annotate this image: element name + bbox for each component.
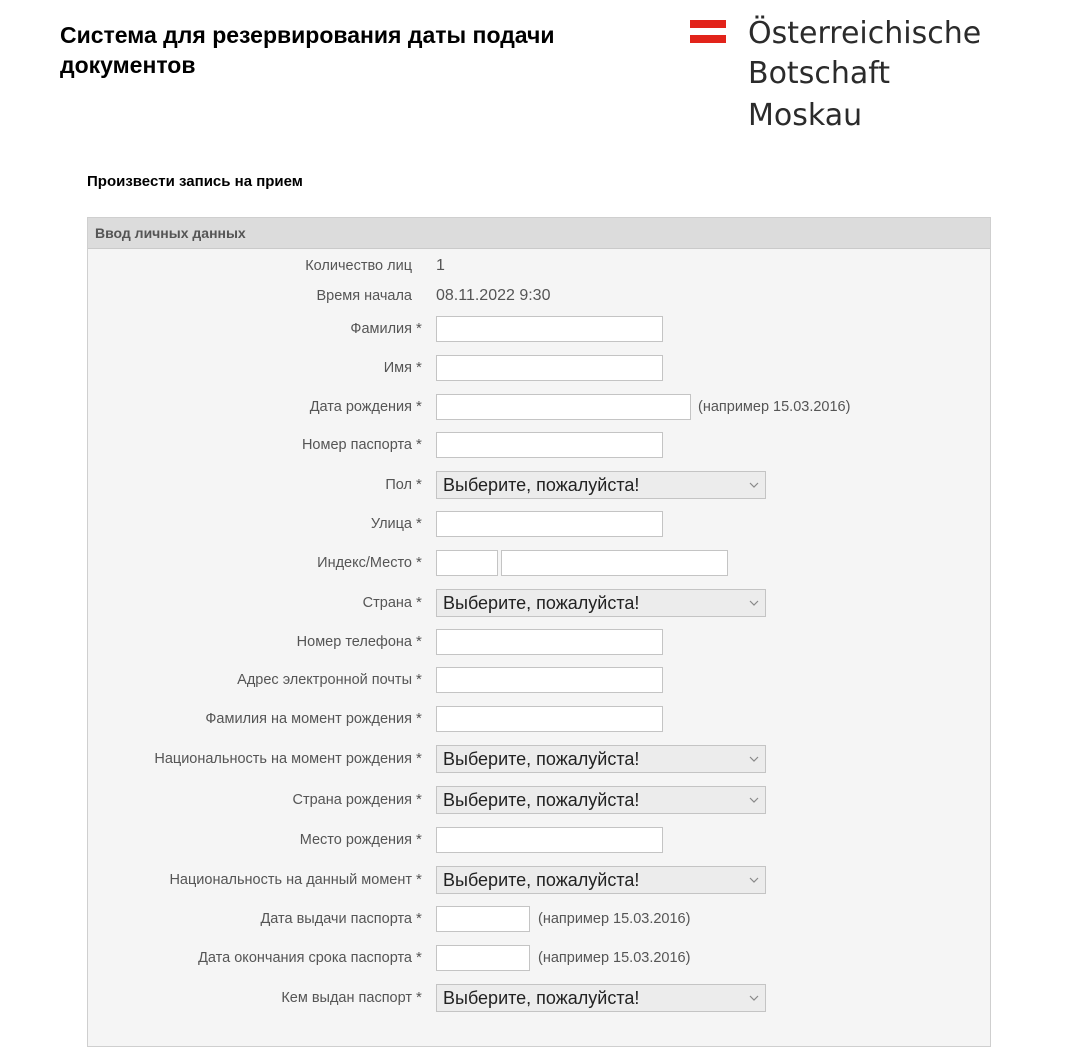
nationality-at-birth-selected-value: Выберите, пожалуйста!	[443, 749, 640, 769]
birth-date-hint: (например 15.03.2016)	[698, 399, 851, 415]
panel-title: Ввод личных данных	[88, 218, 990, 249]
zip-input[interactable]	[436, 550, 498, 576]
row-nationality-at-birth	[88, 744, 992, 774]
label-birth-name: Фамилия на момент рождения	[205, 711, 412, 727]
row-birth-country	[88, 785, 992, 815]
row-country	[88, 588, 992, 618]
label-country: Страна	[362, 595, 412, 611]
row-start-time	[88, 281, 992, 311]
passport-issue-date-hint: (например 15.03.2016)	[538, 911, 691, 927]
required-mark: *	[416, 750, 422, 767]
label-start-time: Время начала	[316, 288, 412, 304]
required-mark: *	[416, 554, 422, 571]
logo-line-3: Moskau	[748, 98, 863, 133]
birth-name-input[interactable]	[436, 706, 663, 732]
passport-expiry-date-hint: (например 15.03.2016)	[538, 950, 691, 966]
first-name-input[interactable]	[436, 355, 663, 381]
required-mark: *	[416, 871, 422, 888]
row-current-nationality	[88, 865, 992, 895]
required-mark: *	[416, 671, 422, 688]
row-phone	[88, 627, 992, 657]
row-birth-date	[88, 392, 992, 422]
row-passport-issue-date	[88, 904, 992, 934]
label-passport-authority: Кем выдан паспорт	[281, 990, 412, 1006]
gender-select[interactable]	[436, 471, 766, 499]
required-mark: *	[416, 594, 422, 611]
passport-issue-date-input[interactable]	[436, 906, 530, 932]
row-birth-place	[88, 825, 992, 855]
label-nationality-at-birth: Национальность на момент рождения	[154, 751, 412, 767]
last-name-input[interactable]	[436, 316, 663, 342]
label-passport-number: Номер паспорта	[301, 437, 412, 453]
row-passport-expiry-date	[88, 943, 992, 973]
birth-date-input[interactable]	[436, 394, 691, 420]
required-mark: *	[416, 633, 422, 650]
section-title: Произвести запись на прием	[87, 173, 303, 190]
row-last-name	[88, 314, 992, 344]
row-first-name	[88, 353, 992, 383]
passport-authority-select[interactable]	[436, 984, 766, 1012]
passport-authority-selected-value: Выберите, пожалуйста!	[443, 988, 640, 1008]
row-passport-number	[88, 430, 992, 460]
row-zip-city	[88, 548, 992, 578]
row-email	[88, 665, 992, 695]
personal-data-panel	[87, 217, 991, 1047]
required-mark: *	[416, 989, 422, 1006]
label-phone: Номер телефона	[296, 634, 412, 650]
chevron-down-icon	[749, 875, 759, 885]
chevron-down-icon	[749, 993, 759, 1003]
required-mark: *	[416, 710, 422, 727]
label-passport-expiry-date: Дата окончания срока паспорта	[198, 950, 412, 966]
required-mark: *	[416, 359, 422, 376]
email-input[interactable]	[436, 667, 663, 693]
label-birth-country: Страна рождения	[292, 792, 412, 808]
gender-selected-value: Выберите, пожалуйста!	[443, 475, 640, 495]
required-mark: *	[416, 320, 422, 337]
label-current-nationality: Национальность на данный момент	[169, 872, 412, 888]
required-mark: *	[416, 476, 422, 493]
label-email: Адрес электронной почты	[237, 672, 412, 688]
label-street: Улица	[370, 516, 412, 532]
logo-line-1: Österreichische	[748, 16, 982, 51]
required-mark: *	[416, 515, 422, 532]
austrian-flag-icon	[690, 20, 726, 50]
required-mark: *	[416, 398, 422, 415]
required-mark: *	[416, 791, 422, 808]
chevron-down-icon	[749, 754, 759, 764]
label-gender: Пол	[385, 477, 412, 493]
label-passport-issue-date: Дата выдачи паспорта	[260, 911, 412, 927]
label-birth-date: Дата рождения	[309, 399, 412, 415]
passport-number-input[interactable]	[436, 432, 663, 458]
row-persons	[88, 251, 992, 281]
passport-expiry-date-input[interactable]	[436, 945, 530, 971]
chevron-down-icon	[749, 598, 759, 608]
phone-input[interactable]	[436, 629, 663, 655]
label-last-name: Фамилия	[350, 321, 412, 337]
chevron-down-icon	[749, 795, 759, 805]
label-birth-place: Место рождения	[299, 832, 412, 848]
current-nationality-selected-value: Выберите, пожалуйста!	[443, 870, 640, 890]
birth-country-select[interactable]	[436, 786, 766, 814]
nationality-at-birth-select[interactable]	[436, 745, 766, 773]
birth-place-input[interactable]	[436, 827, 663, 853]
embassy-logo	[690, 14, 1010, 134]
start-time-value: 08.11.2022 9:30	[436, 287, 551, 304]
country-selected-value: Выберите, пожалуйста!	[443, 593, 640, 613]
logo-line-2: Botschaft	[748, 56, 891, 91]
label-first-name: Имя	[383, 360, 412, 376]
street-input[interactable]	[436, 511, 663, 537]
row-birth-name	[88, 704, 992, 734]
birth-country-selected-value: Выберите, пожалуйста!	[443, 790, 640, 810]
required-mark: *	[416, 831, 422, 848]
required-mark: *	[416, 910, 422, 927]
required-mark: *	[416, 436, 422, 453]
required-mark: *	[416, 949, 422, 966]
label-persons: Количество лиц	[305, 258, 412, 274]
chevron-down-icon	[749, 480, 759, 490]
page-title: Система для резервирования даты подачи документов	[60, 22, 555, 78]
country-select[interactable]	[436, 589, 766, 617]
row-gender	[88, 470, 992, 500]
row-street	[88, 509, 992, 539]
label-zip-city: Индекс/Место	[317, 555, 412, 571]
persons-value: 1	[436, 257, 445, 274]
city-input[interactable]	[501, 550, 728, 576]
row-passport-authority	[88, 983, 992, 1013]
current-nationality-select[interactable]	[436, 866, 766, 894]
